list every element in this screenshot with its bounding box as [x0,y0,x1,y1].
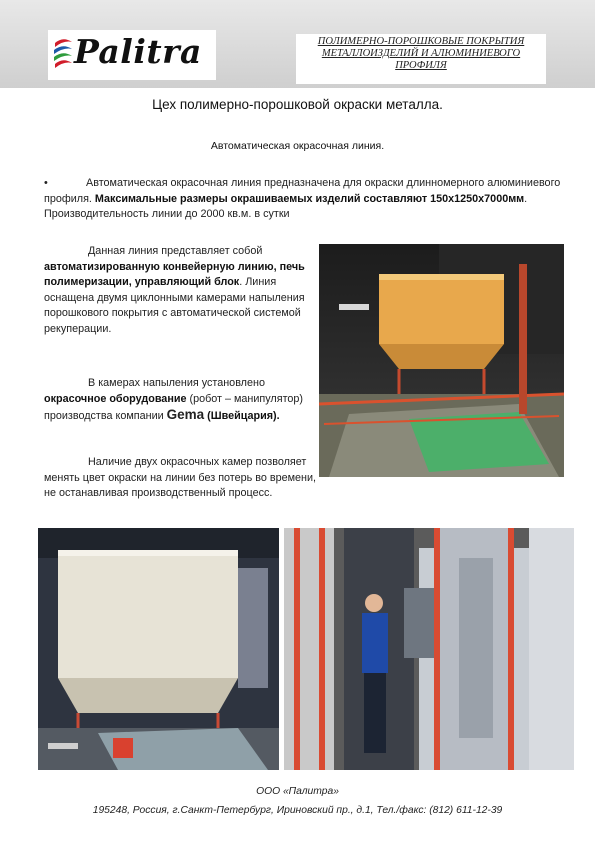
para1-rest: . Линия оснащена двумя циклонными камерами напыления порошкового покрытия с автоматической системой рекуперации. [44,276,305,335]
logo-mark-icon [52,36,74,74]
company-tagline [296,34,546,84]
page-title: Цех полимерно-порошковой окраски металла. [152,97,443,112]
page-subtitle: Автоматическая окрасочная линия. [210,140,385,152]
photo-painting-line-overview [319,244,564,477]
tagline-line: МЕТАЛЛОИЗДЕЛИЙ И АЛЮМИНИЕВОГО [321,48,521,59]
photo-polymerization-oven [38,528,279,770]
tagline-line: ПОЛИМЕРНО-ПОРОШКОВЫЕ ПОКРЫТИЯ [317,36,525,47]
para1-bold: автоматизированную конвейерную линию, печь полимеризации, управляющий блок [44,260,305,288]
intro-paragraph [44,176,569,223]
tagline-line: ПРОФИЛЯ [395,60,447,71]
intro-capacity: . Производительность линии до 2000 кв.м. в сутки [44,192,528,220]
para2-lead: В камерах напыления установлено [88,377,265,389]
line-description-paragraph [44,244,318,337]
intro-text: Автоматическая окрасочная линия предназначена для окраски длинномерного алюминиевого профиля. [44,177,561,205]
photo-spray-booth-operator [284,528,574,770]
brand-country: (Швейцария). [207,410,280,422]
brand-gema: Gema [166,407,205,422]
booths-paragraph [44,455,318,502]
para2-rest: (робот – манипулятор) производства компании [44,392,303,422]
para1-lead: Данная линия представляет собой [88,245,263,257]
equipment-paragraph [44,376,318,425]
bullet-mark: • [44,177,48,189]
para3-text: Наличие двух окрасочных камер позволяет менять цвет окраски на линии без потерь во времени, не останавливая производственный процесс. [44,456,317,499]
para2-bold: окрасочное оборудование [44,392,187,405]
intro-sizes: Максимальные размеры окрашиваемых изделий составляют 150x1250x7000мм [94,192,525,205]
footer-company: ООО «Палитра» [256,786,339,797]
palitra-logo [48,30,216,80]
footer-address: 195248, Россия, г.Санкт-Петербург, Ириновский пр., д.1, Тел./факс: (812) 611-12-39 [92,805,503,816]
logo-text: Palitra [74,32,202,71]
